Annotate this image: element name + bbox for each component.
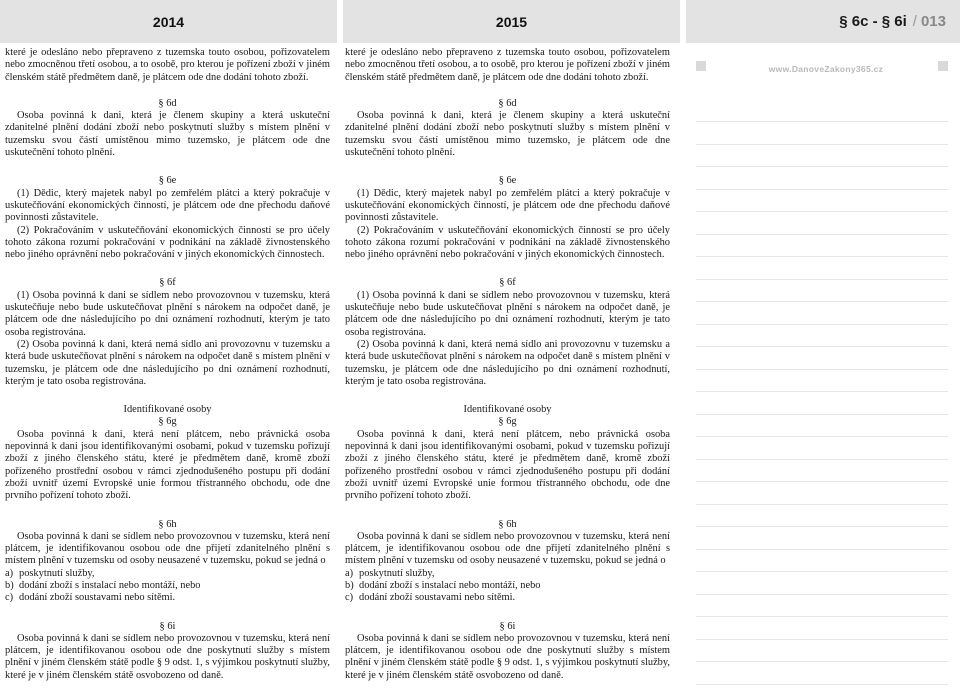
note-line [696,459,948,460]
note-line [696,571,948,572]
separator-slash: / [912,13,917,30]
list-marker: c) [5,592,14,604]
intro-paragraph: které je odesláno nebo přepraveno z tuzemska touto osobou, pořizovatelem nebo zmocněnou třetí osobou, a to osobě, pro kterou je pořízení zboží v jiném členském státě předmětem daně, je plátcem ode dne dodání tohoto zboží. [5,47,330,83]
note-line [696,211,948,212]
list-marker: c) [345,592,354,604]
section-header [686,0,960,43]
note-line [696,661,948,662]
section-6i-text: Osoba povinná k dani se sídlem nebo provozovnou v tuzemsku, která není plátcem, je identifikovanou osobou ode dne poskytnutí služby s místem plnění v jiném členském státě podle § 9 odst. 1, s výjimkou poskytnutí služby, které je v jiném členském státě osvobozeno od daně. [5,632,330,681]
list-item-text: dodání zboží soustavami nebo sítěmi. [359,592,516,604]
section-6e-para1: (1) Dědic, který majetek nabyl po zemřelém plátci a který pokračuje v uskutečňování ekonomických činností, je plátcem ode dne přechodu daňové povinnosti zůstavitele. [5,187,330,224]
section-6d-heading: § 6d [498,97,517,109]
intro-paragraph: které je odesláno nebo přepraveno z tuzemska touto osobou, pořizovatelem nebo zmocněnou třetí osobou, a to osobě, pro kterou je pořízení zboží v jiném členském státě předmětem daně, je plátcem ode dne dodání tohoto zboží. [345,47,670,83]
page-number: 013 [920,13,946,30]
note-line [696,549,948,550]
note-line [696,639,948,640]
square-marker-icon [938,61,948,71]
section-6f-heading: § 6f [499,277,516,289]
list-item [345,592,670,604]
note-line [696,436,948,437]
section-6e-para2: (2) Pokračováním v uskutečňování ekonomických činností se pro účely tohoto zákona rozumí pokračování v podnikání na základě živnostenského nebo jiného oprávnění nebo pokračování v jiných ekonomických činnostech. [345,224,670,261]
note-line [696,256,948,257]
column-2014 [5,47,330,682]
square-marker-icon [696,61,706,71]
note-line [696,346,948,347]
note-line [696,504,948,505]
section-6i-text: Osoba povinná k dani se sídlem nebo provozovnou v tuzemsku, která není plátcem, je identifikovanou osobou ode dne poskytnutí služby s místem plnění v jiném členském státě podle § 9 odst. 1, s výjimkou poskytnutí služby, které je v jiném členském státě osvobozeno od daně. [345,632,670,681]
list-item-text: dodání zboží s instalací nebo montáží, nebo [359,579,541,591]
note-line [696,324,948,325]
section-6g-text: Osoba povinná k dani, která není plátcem, nebo právnická osoba nepovinná k dani jsou identifikovanými osobami, pokud v tuzemsku pořizují zboží z jiného členského státu, které je předmětem daně, kromě zboží pořízeného prostřední osobou v rámci zjednodušeného postupu při dodání zboží uvnitř území Evropské unie formou třístranného obchodu, ode dne prvního pořízení tohoto zboží. [345,428,670,502]
list-marker: b) [5,579,14,591]
year-label: 2015 [495,13,528,30]
notes-panel [686,43,960,700]
list-marker: b) [345,579,354,591]
section-6d-heading: § 6d [158,97,177,109]
note-line [696,166,948,167]
note-line [696,144,948,145]
section-6f-para1: (1) Osoba povinná k dani se sídlem nebo provozovnou v tuzemsku, která uskutečňuje nebo bude uskutečňovat plnění s nárokem na odpočet daně, je plátcem ode dne následujícího po dni oznámení rozhodnutí, kterým je tato osoba registrována. [5,289,330,338]
year-header-2014 [0,0,337,43]
list-marker: a) [345,567,354,579]
note-line [696,301,948,302]
section-6e-para1: (1) Dědic, který majetek nabyl po zemřelém plátci a který pokračuje v uskutečňování ekonomických činností, je plátcem ode dne přechodu daňové povinnosti zůstavitele. [345,187,670,224]
section-6h-text: Osoba povinná k dani se sídlem nebo provozovnou v tuzemsku, která není plátcem, je identifikovanou osobou ode dne přijetí zdanitelného plnění s místem plnění v tuzemsku od osoby neusazené v tuzemsku, pokud se jedná o [5,530,330,567]
note-line [696,391,948,392]
note-line [696,189,948,190]
note-line [696,684,948,685]
list-item [5,580,330,592]
section-6f-para2: (2) Osoba povinná k dani, která nemá sídlo ani provozovnu v tuzemsku a která bude uskutečňovat plnění s nárokem na odpočet daně s místem plnění v tuzemsku, je plátcem ode dne následujícího po dni oznámení rozhodnutí, kterým je tato osoba registrována. [5,338,330,387]
list-item-text: dodání zboží soustavami nebo sítěmi. [19,592,176,604]
section-6h-text: Osoba povinná k dani se sídlem nebo provozovnou v tuzemsku, která není plátcem, je identifikovanou osobou ode dne přijetí zdanitelného plnění s místem plnění v tuzemsku od osoby neusazené v tuzemsku, pokud se jedná o [345,530,670,567]
section-6g-heading: § 6g [158,416,177,428]
note-line [696,121,948,122]
section-6d-text: Osoba povinná k dani, která je členem skupiny a která uskuteční zdanitelné plnění dodání zboží nebo poskytnutí služby s místem plnění v tuzemsku svou částí umístěnou mimo tuzemsko, je plátcem ode dne uskutečnění tohoto plnění. [5,110,330,159]
note-line [696,616,948,617]
website-label: www.DanoveZakony365.cz [768,64,884,74]
note-line [696,481,948,482]
identified-persons-heading: Identifikované osoby [463,404,552,416]
section-6i-heading: § 6i [159,620,176,632]
section-6g-text: Osoba povinná k dani, která není plátcem, nebo právnická osoba nepovinná k dani jsou identifikovanými osobami, pokud v tuzemsku pořizují zboží z jiného členského státu, které je předmětem daně, kromě zboží pořízeného prostřední osobou v rámci zjednodušeného postupu při dodání zboží uvnitř území Evropské unie formou třístranného obchodu, ode dne prvního pořízení tohoto zboží. [5,428,330,502]
list-item-text: dodání zboží s instalací nebo montáží, nebo [19,579,201,591]
section-6h-heading: § 6h [498,518,517,530]
identified-persons-heading: Identifikované osoby [123,404,212,416]
section-6i-heading: § 6i [499,620,516,632]
section-6e-heading: § 6e [498,175,517,187]
note-line [696,526,948,527]
section-6f-para1: (1) Osoba povinná k dani se sídlem nebo provozovnou v tuzemsku, která uskutečňuje nebo bude uskutečňovat plnění s nárokem na odpočet daně, je plátcem ode dne následujícího po dni oznámení rozhodnutí, kterým je tato osoba registrována. [345,289,670,338]
list-item [345,568,670,580]
list-item [345,580,670,592]
column-2015 [345,47,670,682]
year-header-2015 [343,0,680,43]
section-range: § 6c - § 6i [839,13,907,30]
list-marker: a) [5,567,14,579]
section-6e-para2: (2) Pokračováním v uskutečňování ekonomických činností se pro účely tohoto zákona rozumí pokračování v podnikání na základě živnostenského nebo jiného oprávnění nebo pokračování v jiných ekonomických činnostech. [5,224,330,261]
section-6h-heading: § 6h [158,518,177,530]
section-6f-heading: § 6f [159,277,176,289]
section-6e-heading: § 6e [158,175,177,187]
section-6g-heading: § 6g [498,416,517,428]
note-line [696,369,948,370]
list-item-text: poskytnutí služby, [359,567,435,579]
note-line [696,234,948,235]
list-item [5,592,330,604]
section-6f-para2: (2) Osoba povinná k dani, která nemá sídlo ani provozovnu v tuzemsku a která bude uskutečňovat plnění s nárokem na odpočet daně s místem plnění v tuzemsku, je plátcem ode dne následujícího po dni oznámení rozhodnutí, kterým je tato osoba registrována. [345,338,670,387]
list-item-text: poskytnutí služby, [19,567,95,579]
list-item [5,568,330,580]
note-line [696,414,948,415]
note-line [696,279,948,280]
section-6d-text: Osoba povinná k dani, která je členem skupiny a která uskuteční zdanitelné plnění dodání zboží nebo poskytnutí služby s místem plnění v tuzemsku svou částí umístěnou mimo tuzemsko, je plátcem ode dne uskutečnění tohoto plnění. [345,110,670,159]
note-line [696,594,948,595]
year-label: 2014 [152,13,185,30]
